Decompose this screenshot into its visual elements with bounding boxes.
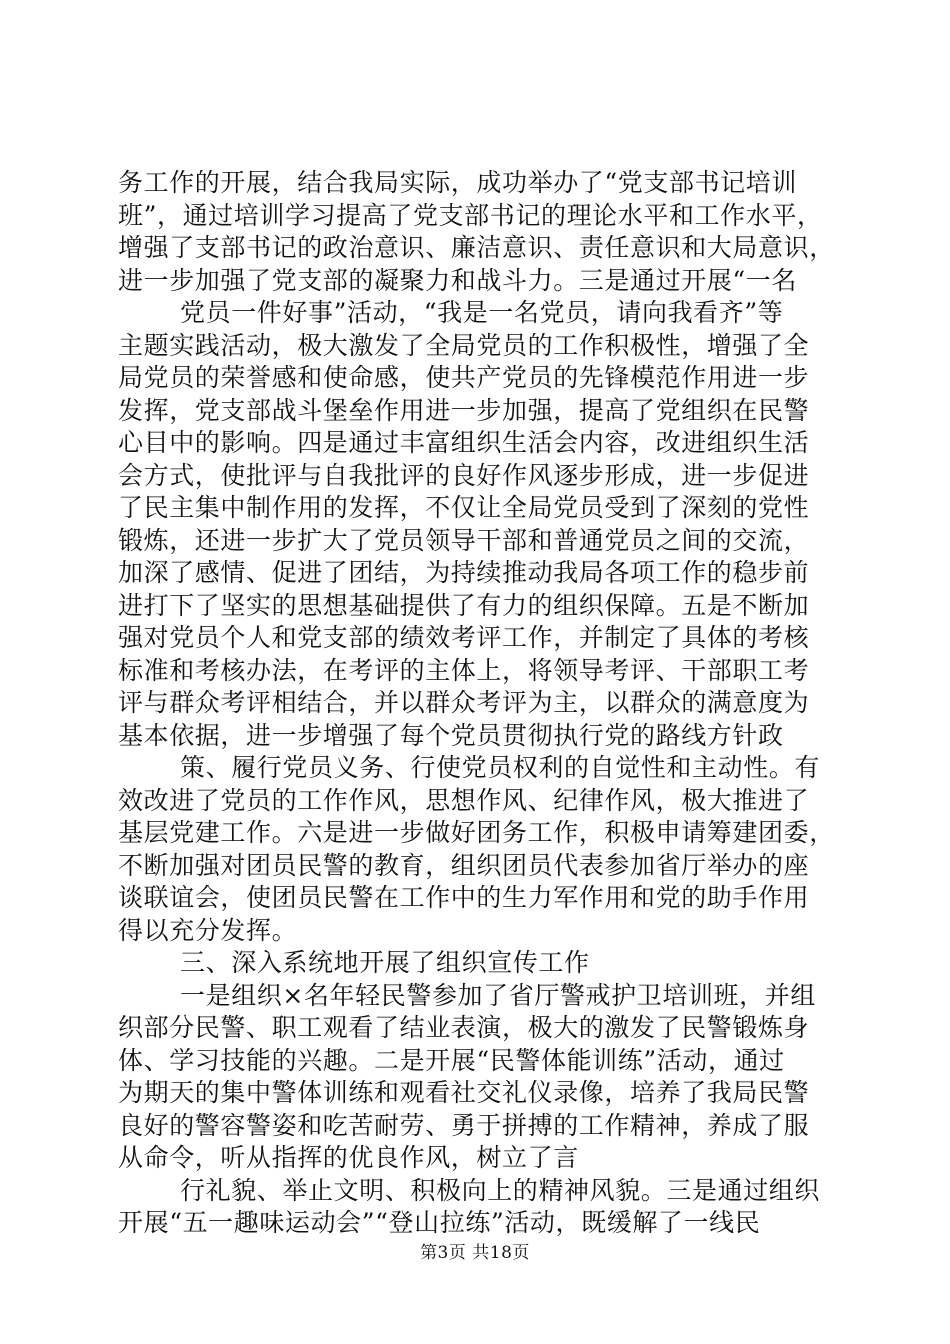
text-line: 得以充分发挥。 [118,915,298,945]
text-line: 发挥，党支部战斗堡垒作用进一步加强，提高了党组织在民警 [118,395,810,425]
text-line: 务工作的开展，结合我局实际，成功举办了“党支部书记培训 [118,168,797,197]
text-line: 了民主集中制作用的发挥，不仅让全局党员受到了深刻的党性 [118,493,810,522]
text-line: 加深了感情、促进了团结，为持续推动我局各项工作的稳步前 [118,558,810,587]
text-line: 进一步加强了党支部的凝聚力和战斗力。三是通过开展“一名 [118,265,797,295]
text-line: 为期天的集中警体训练和观看社交礼仪录像，培养了我局民警 [118,1078,810,1107]
text-line: 基层党建工作。六是进一步做好团务工作，积极申请筹建团委， [118,818,835,847]
text-line: 体、学习技能的兴趣。二是开展“民警体能训练”活动，通过 [118,1045,785,1075]
text-line: 效改进了党员的工作作风，思想作风、纪律作风，极大推进了 [118,785,810,815]
text-line: 进打下了坚实的思想基础提供了有力的组织保障。五是不断加 [118,590,810,620]
text-line: 党员一件好事”活动，“我是一名党员，请向我看齐”等 [180,298,784,327]
page-footer: 第3页 共18页 [420,1243,530,1263]
text-line: 织部分民警、职工观看了结业表演，极大的激发了民警锻炼身 [118,1013,810,1042]
text-line: 谈联谊会，使团员民警在工作中的生力军作用和党的助手作用 [118,883,810,912]
body-text [118,167,838,1240]
text-line: 开展“五一趣味运动会”“登山拉练”活动，既缓解了一线民 [118,1208,761,1237]
text-line: 增强了支部书记的政治意识、廉洁意识、责任意识和大局意识， [118,233,835,262]
text-line: 心目中的影响。四是通过丰富组织生活会内容，改进组织生活 [118,428,810,457]
text-line: 策、履行党员义务、行使党员权利的自觉性和主动性。有 [180,753,821,782]
text-line: 班”，通过培训学习提高了党支部书记的理论水平和工作水平， [118,200,823,230]
text-line: 一是组织×名年轻民警参加了省厅警戒护卫培训班，并组 [180,980,816,1010]
text-line: 标准和考核办法，在考评的主体上，将领导考评、干部职工考 [118,655,810,685]
text-line: 评与群众考评相结合，并以群众考评为主，以群众的满意度为 [118,688,810,717]
text-line: 从命令，听从指挥的优良作风，树立了言 [118,1143,579,1172]
text-line: 行礼貌、举止文明、积极向上的精神风貌。三是通过组织 [180,1175,821,1205]
text-line: 局党员的荣誉感和使命感，使共产党员的先锋模范作用进一步 [118,363,810,392]
text-line: 锻炼，还进一步扩大了党员领导干部和普通党员之间的交流， [118,525,810,555]
text-line: 良好的警容警姿和吃苦耐劳、勇于拼搏的工作精神，养成了服 [118,1110,810,1140]
text-line: 三、深入系统地开展了组织宣传工作 [180,948,590,977]
text-line: 主题实践活动，极大激发了全局党员的工作积极性，增强了全 [118,330,810,360]
text-line: 强对党员个人和党支部的绩效考评工作，并制定了具体的考核 [118,623,810,652]
text-line: 会方式，使批评与自我批评的良好作风逐步形成，进一步促进 [118,460,810,490]
text-line: 基本依据，进一步增强了每个党员贯彻执行党的路线方针政 [118,720,784,750]
text-line: 不断加强对团员民警的教育，组织团员代表参加省厅举办的座 [118,850,810,880]
